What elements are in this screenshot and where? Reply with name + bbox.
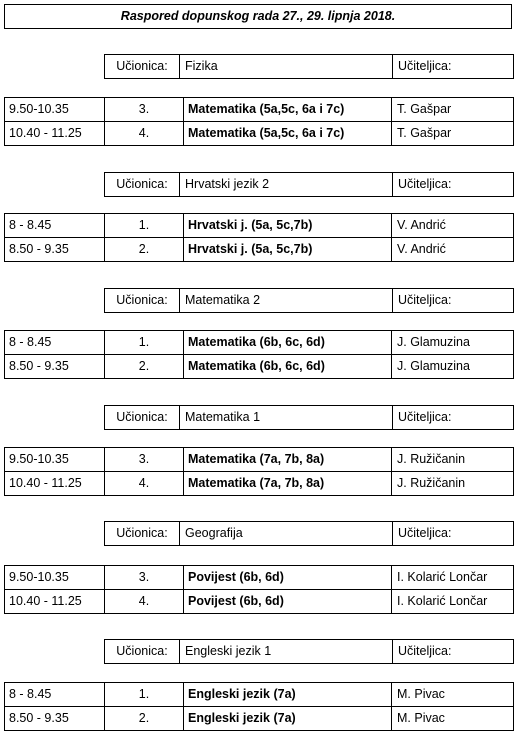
teacher-label: Učiteljica: (398, 644, 452, 658)
room-header-row (104, 405, 514, 430)
lesson-subject: Matematika (6b, 6c, 6d) (184, 331, 392, 354)
room-header-row (104, 288, 514, 313)
room-label: Učionica: (105, 55, 180, 78)
teacher-label: Učiteljica: (398, 293, 452, 307)
lesson-teacher: T. Gašpar (397, 102, 452, 116)
lesson-time: 8.50 - 9.35 (5, 355, 105, 378)
room-name: Hrvatski jezik 2 (180, 173, 393, 196)
lesson-time: 10.40 - 11.25 (5, 590, 105, 613)
lesson-teacher: J. Ružičanin (397, 452, 466, 466)
lesson-time: 8 - 8.45 (5, 331, 105, 354)
lesson-row (4, 589, 514, 614)
lesson-number: 2. (105, 355, 184, 378)
lesson-number: 4. (105, 122, 184, 145)
lesson-row (4, 682, 514, 707)
room-header-row (104, 639, 514, 664)
room-label: Učionica: (105, 289, 180, 312)
lesson-number: 1. (105, 683, 184, 706)
room-name: Matematika 2 (180, 289, 393, 312)
lesson-row (4, 213, 514, 238)
room-label: Učionica: (105, 173, 180, 196)
lesson-time: 9.50-10.35 (5, 448, 105, 471)
lesson-row (4, 237, 514, 262)
lesson-subject: Hrvatski j. (5a, 5c,7b) (184, 214, 392, 237)
room-header-row (104, 54, 514, 79)
lesson-time: 9.50-10.35 (5, 566, 105, 589)
lesson-number: 1. (105, 214, 184, 237)
lesson-row (4, 565, 514, 590)
lesson-time: 8.50 - 9.35 (5, 238, 105, 261)
lesson-row (4, 97, 514, 122)
lesson-row (4, 121, 514, 146)
lesson-number: 1. (105, 331, 184, 354)
lesson-subject: Matematika (7a, 7b, 8a) (184, 448, 392, 471)
room-header-row (104, 521, 514, 546)
lesson-row (4, 471, 514, 496)
lesson-teacher: I. Kolarić Lončar (397, 594, 488, 608)
room-name: Fizika (180, 55, 393, 78)
lesson-number: 3. (105, 98, 184, 121)
lesson-teacher: J. Ružičanin (397, 476, 466, 490)
lesson-subject: Hrvatski j. (5a, 5c,7b) (184, 238, 392, 261)
room-name: Matematika 1 (180, 406, 393, 429)
lesson-row (4, 706, 514, 731)
lesson-teacher: M. Pivac (397, 711, 445, 725)
lesson-subject: Povijest (6b, 6d) (184, 566, 392, 589)
lesson-subject: Povijest (6b, 6d) (184, 590, 392, 613)
teacher-label: Učiteljica: (398, 177, 452, 191)
lesson-number: 4. (105, 472, 184, 495)
room-name: Engleski jezik 1 (180, 640, 393, 663)
teacher-label: Učiteljica: (398, 526, 452, 540)
lesson-subject: Matematika (7a, 7b, 8a) (184, 472, 392, 495)
lesson-teacher: V. Andrić (397, 218, 446, 232)
page-title: Raspored dopunskog rada 27., 29. lipnja 2018. (4, 4, 512, 29)
room-label: Učionica: (105, 522, 180, 545)
lesson-subject: Matematika (5a,5c, 6a i 7c) (184, 98, 392, 121)
lesson-time: 8.50 - 9.35 (5, 707, 105, 730)
lesson-subject: Matematika (6b, 6c, 6d) (184, 355, 392, 378)
lesson-teacher: I. Kolarić Lončar (397, 570, 488, 584)
lesson-number: 2. (105, 238, 184, 261)
lesson-number: 3. (105, 566, 184, 589)
lesson-row (4, 447, 514, 472)
lesson-time: 8 - 8.45 (5, 214, 105, 237)
lesson-teacher: M. Pivac (397, 687, 445, 701)
lesson-teacher: V. Andrić (397, 242, 446, 256)
lesson-time: 8 - 8.45 (5, 683, 105, 706)
lesson-number: 3. (105, 448, 184, 471)
lesson-number: 2. (105, 707, 184, 730)
lesson-subject: Engleski jezik (7a) (184, 683, 392, 706)
teacher-label: Učiteljica: (398, 410, 452, 424)
lesson-subject: Engleski jezik (7a) (184, 707, 392, 730)
lesson-number: 4. (105, 590, 184, 613)
lesson-teacher: J. Glamuzina (397, 359, 470, 373)
lesson-time: 10.40 - 11.25 (5, 122, 105, 145)
lesson-row (4, 354, 514, 379)
lesson-teacher: J. Glamuzina (397, 335, 470, 349)
room-name: Geografija (180, 522, 393, 545)
lesson-teacher: T. Gašpar (397, 126, 452, 140)
room-header-row (104, 172, 514, 197)
lesson-time: 9.50-10.35 (5, 98, 105, 121)
lesson-time: 10.40 - 11.25 (5, 472, 105, 495)
lesson-subject: Matematika (5a,5c, 6a i 7c) (184, 122, 392, 145)
room-label: Učionica: (105, 406, 180, 429)
room-label: Učionica: (105, 640, 180, 663)
lesson-row (4, 330, 514, 355)
teacher-label: Učiteljica: (398, 59, 452, 73)
